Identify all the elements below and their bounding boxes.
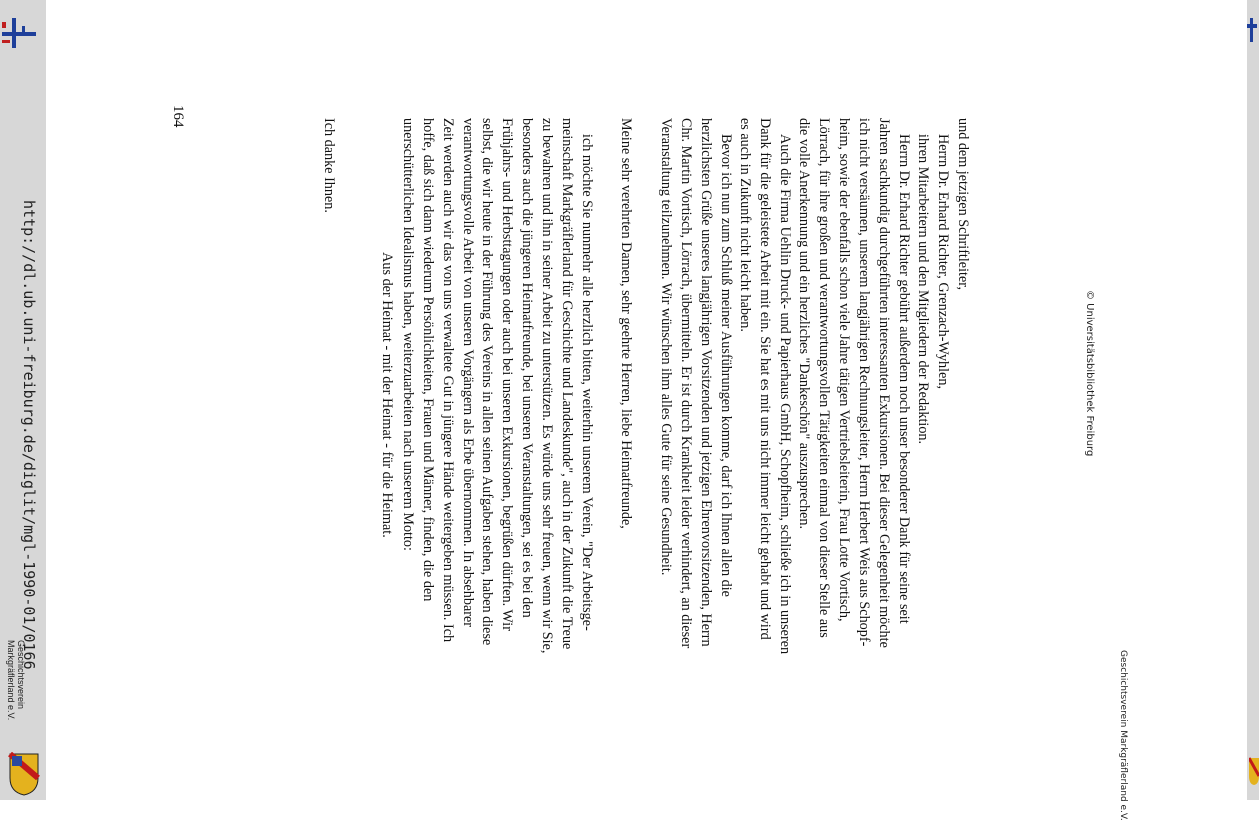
left-viewer-margin (0, 0, 46, 800)
text-line: selbst, die wir heute in der Führung des Vereins in allen seinen Aufgaben stehen, haben diese (479, 118, 496, 646)
closing (318, 118, 338, 692)
text-line: verantwortungsvolle Arbeit von unseren Vorgängern als Erbe übernommen. In absehbarer (459, 118, 476, 628)
text-line: heim, sowie der ebenfalls schon viele Jahre tätigen Vertriebsleiterin, Frau Lotte Vortisch, (836, 118, 853, 622)
text-line: Herrn Dr. Erhard Richter, Grenzach-Wyhlen, (935, 134, 952, 390)
paragraph-printer-thanks (734, 118, 794, 692)
text-line: Zeit werden auch wir das von uns verwaltete Gut in jüngere Hände weitergeben müssen. Ich (439, 118, 456, 643)
text-line: ihren Mitarbeitern und den Mitgliedern der Redaktion. (915, 134, 932, 445)
institution-line-2: Markgräflerland e.V. (6, 640, 16, 721)
motto (376, 108, 396, 682)
institution-label (6, 640, 26, 760)
text-line: Lörrach, für ihre großen und verantwortungsvollen Tätigkeiten einmal von dieser Stelle aus (816, 118, 833, 638)
text-line: zu bewahren und ihn in seiner Arbeit zu unterstützen. Es würde uns sehr freuen, wenn wir Sie, (539, 118, 556, 654)
text-line: besonders auch die jüngeren Heimatfreunde, bei unseren Veranstaltungen, sei es bei den (519, 118, 536, 618)
text-line: hoffe, daß sich dann wiederum Persönlichkeiten, Frauen und Männer, finden, die den (419, 118, 436, 602)
text-line: ich nicht versäumen, unserem langjährigen Rechnungsleiter, Herrn Herbert Weis aus Schopf- (856, 118, 873, 647)
text-line: und dem jetzigen Schriftleiter, (955, 118, 971, 290)
paragraph-richter-thanks (794, 118, 913, 692)
text-line: meinschaft Markgräflerland für Geschichte und Landeskunde", auch in der Zukunft die Treue (559, 118, 576, 650)
right-margin-institution: Geschichtsverein Markgräflerland e.V. (1118, 650, 1129, 821)
paragraph-greetings (655, 118, 735, 692)
text-line: Veranstaltung teilzunehmen. Wir wünschen ihm alles Gute für seine Gesundheit. (658, 118, 675, 576)
text-line: Bevor ich nun zum Schluß meiner Ausführungen komme, darf ich Ihnen allen die (718, 134, 734, 597)
text-line: es auch in Zukunft nicht leicht haben. (737, 118, 754, 332)
document-page (91, 0, 1091, 800)
coat-of-arms-icon-right (1249, 756, 1259, 786)
paragraph-appeal (397, 118, 596, 692)
page-number: 164 (170, 105, 186, 128)
text-line: Frühjahrs- und Herbsttagungen oder auch bei unseren Exkursionen, begrüßen dürften. Wir (499, 118, 516, 631)
text-line: Herrn Dr. Erhard Richter gebührt außerdem noch unser besonderer Dank für seine seit (896, 134, 912, 624)
text-line: herzlichsten Grüße unseres langjährigen Vorsitzenden und jetzigen Ehrenvorsitzenden, Herrn (698, 118, 715, 647)
right-viewer-margin (1083, 0, 1259, 821)
text-line: Jahren sachkundig durchgeführten interessanten Exkursionen. Bei dieser Gelegenheit möchte (876, 118, 893, 648)
document-url[interactable]: http://dl.ub.uni-freiburg.de/diglit/mgl-1990-01/0166 (20, 200, 38, 670)
text-line: unerschütterlichen Idealismus haben, weiterzuarbeiten nach unserem Motto: (399, 118, 416, 551)
library-logo-icon-right (1247, 18, 1257, 42)
paragraph-salutation (615, 118, 635, 692)
text-line: die volle Anerkennung und ein herzliches "Dankeschön" auszusprechen. (796, 118, 813, 530)
text-line: Ich danke Ihnen. (321, 118, 337, 213)
institution-line-1: Geschichtsverein (16, 640, 26, 710)
text-line: Dank für die geleistete Arbeit mit ein. Sie hat es mit uns nicht immer leicht gehabt und wird (757, 118, 774, 640)
text-line: Meine sehr verehrten Damen, sehr geehrte Herren, liebe Heimatfreunde, (618, 118, 634, 529)
coat-of-arms-icon (8, 752, 40, 796)
text-line: Chr. Martin Vortisch, Lörrach, übermitteln. Er ist durch Krankheit leider verhindert, an dieser (678, 118, 695, 649)
library-logo-icon (0, 14, 40, 50)
text-line: ich möchte Sie nunmehr alle herzlich bitten, weiterhin unserem Verein, "Der Arbeitsge- (579, 134, 595, 631)
paragraph-address (912, 118, 972, 692)
text-line: Auch die Firma Uehlin Druck- und Papierhaus GmbH, Schopfheim, schließe ich in unseren (777, 134, 793, 655)
text-line: Aus der Heimat - mit der Heimat - für die Heimat. (379, 252, 395, 538)
right-margin-copyright: © Universitätsbibliothek Freiburg (1083, 290, 1095, 457)
